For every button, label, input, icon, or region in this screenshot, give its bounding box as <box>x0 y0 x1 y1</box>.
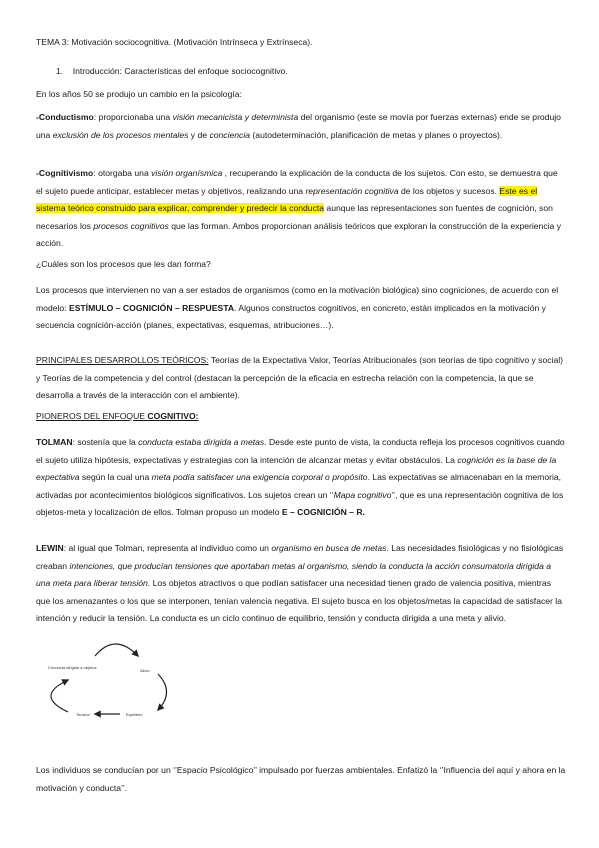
text-run: (autodeterminación, planificación de metas y planes o proyectos). <box>250 129 503 140</box>
italic-run: intenciones, que producían tensiones que aportaban metas al organismo, siendo la conducta la acción consumatoria dirigida a una meta para liberar tensión <box>36 560 552 588</box>
heading-pioneros <box>36 408 566 426</box>
heading-desarrollos: PRINCIPALES DESARROLLOS TEÓRICOS: <box>36 355 209 365</box>
list-number: 1. <box>56 66 64 76</box>
diagram-label: Tensión <box>76 712 90 717</box>
text-run: y de <box>188 129 210 140</box>
diagram-label: Alivio <box>140 668 150 673</box>
text-run: ’’, que es una representación cognitiva de los objetos-meta y localización de ellos. Tolman propuso un modelo <box>36 489 564 517</box>
name-lewin: LEWIN <box>36 543 64 553</box>
text-run: según la cual una <box>79 472 152 482</box>
term-conductismo: -Conductismo <box>36 112 94 122</box>
italic-run: Mapa cognitivo <box>333 489 392 500</box>
paragraph-closing: Los individuos se conducían por un ‘’Espacio Psicológico’’ impulsado por fuerzas ambientales. Enfatizó la ‘’Influencia del aquí y ahora en la motivación y conducta’’. <box>36 765 566 793</box>
highlighted-text: Este es el sistema teórico construido para explicar, comprender y predecir la conducta <box>36 185 538 213</box>
text-run: , recuperando la explicación de la conducta de los sujetos. Con esto, se demuestra que el sujeto puede anticipar, establecer metas y objetivos, realizando una <box>36 168 558 196</box>
paragraph-question: ¿Cuáles son los procesos que les dan forma? <box>36 259 211 269</box>
diagram-label: Conducta dirigida a objetos <box>48 665 97 670</box>
paragraph-tolman <box>36 434 566 522</box>
diagram-label: Equilibrio <box>126 712 143 717</box>
text-run: . Desde este punto de vista, la conducta refleja los procesos cognitivos cuando el sujeto utiliza hipótesis, expectativas y estrategias con la intención de alcanzar metas y evitar obstáculos. La <box>36 437 565 465</box>
text-run: . Los objetos atractivos o que podían satisfacer una necesidad tienen grado de valencia positiva, mientras que los amenazantes o los que se interponen, tenían valencia negativa. El sujeto busca en los objetos/metas la capacidad de satisfacer la intención y reducir la tensión. La conducta es un ciclo continuo de equilibrio, tensión y conducta dirigida a una meta y alivio. <box>36 578 562 623</box>
paragraph-years: En los años 50 se produjo un cambio en la psicología: <box>36 89 242 99</box>
cycle-arrow <box>158 674 167 710</box>
text-run: : sostenía que la <box>72 437 139 447</box>
lewin-cycle-diagram <box>40 636 220 732</box>
paragraph-procesos <box>36 282 566 335</box>
italic-run: exclusión de los procesos mentales <box>52 129 189 140</box>
text-run: . Algunos constructos cognitivos, en concreto, están implicados en la motivación y secuencia cognición-acción (planes, expectativas, esquemas, atribuciones…). <box>36 302 546 330</box>
text-run: : al igual que Tolman, representa al individuo como un <box>63 543 272 553</box>
text-run: de los objetos y sucesos. <box>398 185 500 196</box>
text-run: del organismo (este se movía por fuerzas externas) ende se produjo una <box>36 112 561 140</box>
cycle-arrow <box>51 680 68 712</box>
section-heading-text: Introducción: Características del enfoque sociocognitivo. <box>72 66 288 76</box>
italic-run: visión mecanicista y determinista <box>172 112 299 122</box>
text-run: aunque las representaciones son fuentes de cognición, son necesarios los <box>36 203 553 231</box>
text-run: : proporcionaba una <box>93 112 173 122</box>
model-e-cog-r: E – COGNICIÓN – R. <box>281 507 365 517</box>
italic-run: conciencia <box>209 129 251 140</box>
section-heading-intro <box>56 63 586 81</box>
paragraph-lewin <box>36 540 566 628</box>
heading-text: PIONEROS DEL ENFOQUE <box>36 411 148 421</box>
text-run: . Las necesidades fisiológicas y no fisiológicas creaban <box>36 543 564 571</box>
text-run: que las forman. Ambos proporcionan análisis teóricos que exploran la construcción de la experiencia y acción. <box>36 220 562 248</box>
italic-run: conducta estaba dirigida a metas <box>138 437 265 447</box>
italic-run: visión organísmica <box>151 168 223 178</box>
text-run: . Las expectativas se almacenaban en la memoria, activadas por acontecimientos biológicos significativos. Los sujetos crean un ‘’ <box>36 472 562 500</box>
paragraph-desarrollos <box>36 352 566 405</box>
text-run: Los procesos que intervienen no van a ser estados de organismos (como en la motivación biológica) sino cogniciones, de acuerdo con el modelo: <box>36 285 559 313</box>
italic-run: procesos cognitivos <box>93 220 169 231</box>
model-ecr: ESTÍMULO – COGNICIÓN – RESPUESTA <box>68 302 235 313</box>
italic-run: cognición es la base de la expectativa <box>36 454 557 482</box>
text-run: Teorías de la Expectativa Valor, Teorías Atribucionales (son teorías de tipo cognitivo y social) y Teorías de la competencia y del control (destacan la percepción de la eficacia en estrecha relación con la competencia, la que se desarrolla a través de la interacción con el ambiente). <box>36 355 564 400</box>
paragraph-cognitivismo <box>36 165 566 253</box>
term-cognitivismo: -Cognitivismo <box>36 168 94 178</box>
italic-run: organismo en busca de metas <box>271 543 387 553</box>
heading-text-bold: COGNITIVO: <box>147 411 199 421</box>
cycle-arrow <box>95 644 138 656</box>
text-run: : otorgaba una <box>93 168 152 178</box>
italic-run: representación cognitiva <box>305 185 399 196</box>
italic-run: meta podía satisfacer una exigencia corporal o propósito <box>151 472 368 482</box>
document-title: TEMA 3: Motivación sociocognitiva. (Motivación Intrínseca y Extrínseca). <box>36 37 313 47</box>
name-tolman: TOLMAN <box>36 437 73 447</box>
paragraph-conductismo <box>36 109 566 144</box>
